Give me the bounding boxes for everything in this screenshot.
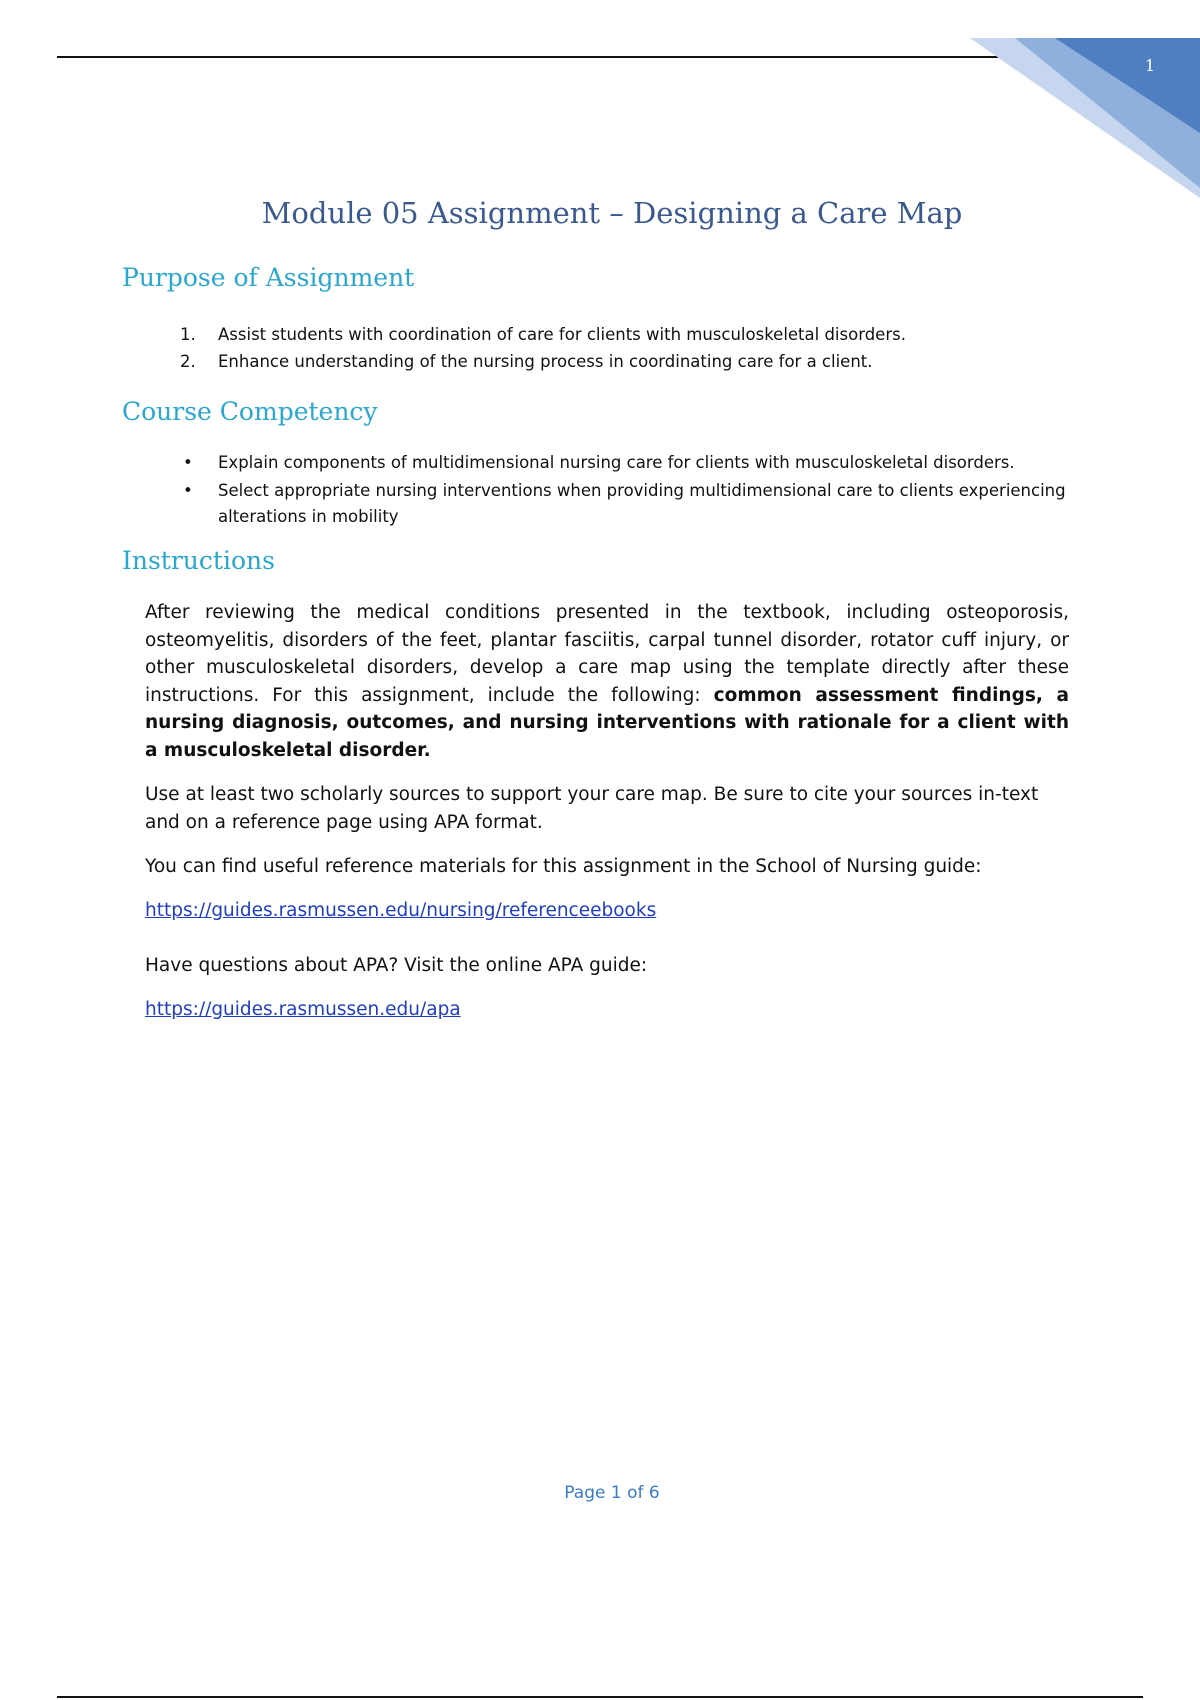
instructions-heading: Instructions: [122, 546, 275, 575]
apa-question-paragraph: Have questions about APA? Visit the online APA guide:: [145, 955, 648, 976]
bullet-marker: •: [183, 453, 193, 472]
competency-heading: Course Competency: [122, 397, 378, 426]
reference-guide-link-line: [145, 897, 1069, 925]
apa-guide-link[interactable]: https://guides.rasmussen.edu/apa: [145, 999, 461, 1020]
purpose-heading: Purpose of Assignment: [122, 263, 415, 292]
list-item: [180, 450, 1100, 476]
page-footer-label: Page 1 of 6: [564, 1483, 660, 1503]
reference-guide-link[interactable]: https://guides.rasmussen.edu/nursing/referenceebooks: [145, 900, 657, 921]
document-title: Module 05 Assignment – Designing a Care Map: [261, 196, 963, 230]
footer-rule: [57, 1696, 1143, 1698]
competency-list: [180, 450, 1100, 532]
bullet-marker: •: [183, 481, 193, 500]
list-item-text: Assist students with coordination of care for clients with musculoskeletal disorders.: [218, 325, 906, 344]
instructions-paragraph: [145, 599, 1069, 764]
instructions-paragraph-text: After reviewing the medical conditions presented in the textbook, including osteoporosis, osteomyelitis, disorders of the feet, plantar fasciitis, carpal tunnel disorder, rotator cuff injury, or other musculoskeletal disorders, develop a care map using the template directly after these instructions. For this assignment, include the following:: [145, 602, 1069, 706]
header-page-number: 1: [1144, 56, 1156, 75]
list-item-text: Select appropriate nursing interventions when providing multidimensional care to clients experiencing alterations in mobility: [218, 481, 1066, 526]
list-item: [180, 321, 1100, 348]
list-item: [180, 478, 1100, 530]
list-item-text: Explain components of multidimensional nursing care for clients with musculoskeletal disorders.: [218, 453, 1015, 472]
sources-paragraph: Use at least two scholarly sources to support your care map. Be sure to cite your sources in-text and on a reference page using APA format.: [145, 784, 1039, 833]
purpose-list: [180, 321, 1100, 375]
apa-guide-link-line: [145, 996, 1069, 1024]
list-item-text: Enhance understanding of the nursing process in coordinating care for a client.: [218, 352, 873, 371]
reference-guide-paragraph: You can find useful reference materials for this assignment in the School of Nursing guide:: [145, 856, 982, 877]
list-item: [180, 348, 1100, 375]
list-marker: 2.: [180, 352, 196, 371]
instructions-paragraph-bold: common assessment findings, a nursing diagnosis, outcomes, and nursing interventions with rationale for a client with a musculoskeletal disorder.: [145, 684, 1069, 761]
list-marker: 1.: [180, 325, 196, 344]
